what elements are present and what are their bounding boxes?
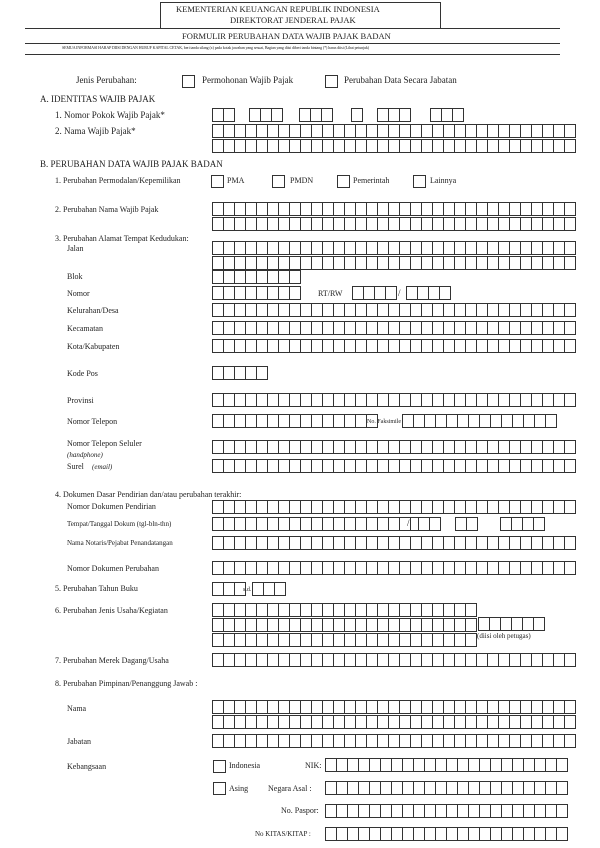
kebangsaan-label: Kebangsaan xyxy=(67,762,107,771)
section-a-title: A. IDENTITAS WAJIB PAJAK xyxy=(40,94,156,104)
notaris-label: Nama Notaris/Pejabat Penandatangan xyxy=(67,539,173,547)
asing-label: Asing xyxy=(229,784,249,793)
item7-label: 7. Perubahan Merek Dagang/Usaha xyxy=(55,656,169,665)
pemerintah-label: Pemerintah xyxy=(353,176,390,185)
kota-label: Kota/Kabupaten xyxy=(67,342,120,351)
tahun-buku-akhir[interactable] xyxy=(252,582,286,596)
handphone-label: (handphone) xyxy=(67,451,103,459)
form-instruction: SEMUA INFORMASI HARAP DIISI DENGAN HURUF KAPITAL CETAK, beri tanda silang (x) pada kotak jawaban yang sesuai, Bagian yang diisi diberi tanda bintang (*) harus diisi (Lihat petunjuk) xyxy=(62,45,370,50)
item3-label: 3. Perubahan Alamat Tempat Kedudukan: xyxy=(55,234,189,243)
nama-baru-field[interactable] xyxy=(212,202,576,216)
tempat-tgl-label: Tempat/Tanggal Dokum (tgl-bln-thn) xyxy=(67,520,172,528)
header-divider-2 xyxy=(25,43,560,44)
rtrw-separator: / xyxy=(398,288,401,298)
provinsi-label: Provinsi xyxy=(67,396,94,405)
pimpinan-nama-field-row2[interactable] xyxy=(212,715,576,729)
form-title: FORMULIR PERUBAHAN DATA WAJIB PAJAK BADAN xyxy=(182,31,391,41)
pma-label: PMA xyxy=(227,176,245,185)
dok-perubahan-field[interactable] xyxy=(212,561,576,575)
tempat-field[interactable] xyxy=(212,517,422,531)
paspor-label: No. Paspor: xyxy=(281,806,319,815)
item5-label: 5. Perubahan Tahun Buku xyxy=(55,584,138,593)
indonesia-label: Indonesia xyxy=(229,761,261,770)
kelurahan-label: Kelurahan/Desa xyxy=(67,306,119,315)
permohonan-checkbox[interactable] xyxy=(182,75,195,88)
dok-perubahan-label: Nomor Dokumen Perubahan xyxy=(67,564,159,573)
negara-asal-label: Negara Asal : xyxy=(268,784,312,793)
tempat-tgl-separator: / xyxy=(407,518,410,528)
kodepos-field[interactable] xyxy=(212,366,268,380)
ministry-name: KEMENTERIAN KEUANGAN REPUBLIK INDONESIA xyxy=(176,4,380,14)
item6-label: 6. Perubahan Jenis Usaha/Kegiatan xyxy=(55,606,168,615)
rw-field[interactable] xyxy=(406,286,451,300)
seluler-field[interactable] xyxy=(212,440,576,454)
nik-field[interactable] xyxy=(325,758,568,772)
pma-checkbox[interactable] xyxy=(211,175,224,188)
jenis-usaha-field[interactable] xyxy=(212,603,477,617)
pimpinan-jabatan-label: Jabatan xyxy=(67,737,91,746)
item8-label: 8. Perubahan Pimpinan/Penanggung Jawab : xyxy=(55,679,198,688)
indonesia-checkbox[interactable] xyxy=(213,760,226,773)
jabatan-label: Perubahan Data Secara Jabatan xyxy=(344,75,457,85)
npwp-field-6[interactable] xyxy=(430,108,464,122)
jabatan-checkbox[interactable] xyxy=(325,75,338,88)
diisi-petugas-label: (diisi oleh petugas) xyxy=(477,632,531,640)
bulan-field[interactable] xyxy=(455,517,478,531)
telepon-field[interactable] xyxy=(212,414,378,428)
blok-field[interactable] xyxy=(212,270,301,284)
kitas-label: No KITAS/KITAP : xyxy=(255,830,311,838)
kitas-field[interactable] xyxy=(325,827,568,841)
pimpinan-nama-label: Nama xyxy=(67,704,87,713)
npwp-field-5[interactable] xyxy=(377,108,411,122)
header-left-border xyxy=(160,2,161,28)
directorate-name: DIREKTORAT JENDERAL PAJAK xyxy=(230,15,356,25)
jalan-label: Jalan xyxy=(67,244,84,253)
rt-field[interactable] xyxy=(352,286,397,300)
email-field[interactable] xyxy=(212,459,576,473)
section-b-title: B. PERUBAHAN DATA WAJIB PAJAK BADAN xyxy=(40,159,223,169)
kecamatan-label: Kecamatan xyxy=(67,324,103,333)
nik-label: NIK: xyxy=(305,761,322,770)
header-divider-1 xyxy=(25,28,560,29)
npwp-field-3[interactable] xyxy=(299,108,333,122)
nama-wp-field-row2[interactable] xyxy=(212,139,576,153)
blok-label: Blok xyxy=(67,272,83,281)
dok-pendirian-label: Nomor Dokumen Pendirian xyxy=(67,502,156,511)
kota-field[interactable] xyxy=(212,339,576,353)
provinsi-field[interactable] xyxy=(212,393,576,407)
tanggal-field[interactable] xyxy=(418,517,441,531)
npwp-field-2[interactable] xyxy=(249,108,283,122)
merek-dagang-field[interactable] xyxy=(212,653,576,667)
item4-label: 4. Dokumen Dasar Pendirian dan/atau perubahan terakhir: xyxy=(55,490,242,499)
npwp-label: 1. Nomor Pokok Wajib Pajak* xyxy=(55,110,165,120)
email-label: (email) xyxy=(92,463,113,471)
kecamatan-field[interactable] xyxy=(212,321,576,335)
telepon-label: Nomor Telepon xyxy=(67,417,118,426)
pimpinan-jabatan-field[interactable] xyxy=(212,734,576,748)
lainnya-checkbox[interactable] xyxy=(413,175,426,188)
pemerintah-checkbox[interactable] xyxy=(337,175,350,188)
negara-asal-field[interactable] xyxy=(325,781,568,795)
item1-label: 1. Perubahan Permodalan/Kepemilikan xyxy=(55,176,181,185)
asing-checkbox[interactable] xyxy=(213,782,226,795)
nama-wp-label: 2. Nama Wajib Pajak* xyxy=(55,126,136,136)
pimpinan-nama-field[interactable] xyxy=(212,700,576,714)
npwp-field-4[interactable] xyxy=(351,108,363,122)
nomor-label: Nomor xyxy=(67,289,90,298)
header-right-border xyxy=(440,2,441,28)
jalan-field[interactable] xyxy=(212,241,576,255)
jalan-field-row2[interactable] xyxy=(212,256,576,270)
kode-klu-field[interactable] xyxy=(478,617,545,631)
header-divider-3 xyxy=(25,54,560,55)
surel-label: Surel xyxy=(67,462,84,471)
tahun-buku-awal[interactable] xyxy=(212,582,246,596)
paspor-field[interactable] xyxy=(325,804,568,818)
jenis-usaha-field-row2[interactable] xyxy=(212,618,477,632)
kodepos-label: Kode Pos xyxy=(67,369,98,378)
faksimile-field[interactable] xyxy=(402,414,557,428)
pmdn-checkbox[interactable] xyxy=(272,175,285,188)
nama-baru-field-row2[interactable] xyxy=(212,217,576,231)
nama-wp-field[interactable] xyxy=(212,124,576,138)
jenis-perubahan-label: Jenis Perubahan: xyxy=(76,75,137,85)
nomor-field[interactable] xyxy=(212,286,301,300)
kelurahan-field[interactable] xyxy=(212,303,576,317)
permohonan-label: Permohonan Wajib Pajak xyxy=(202,75,294,85)
header-top-border xyxy=(160,2,440,3)
pmdn-label: PMDN xyxy=(290,176,314,185)
npwp-field-1[interactable] xyxy=(212,108,235,122)
jenis-usaha-field-row3[interactable] xyxy=(212,633,477,647)
tahun-field[interactable] xyxy=(500,517,545,531)
dok-pendirian-field[interactable] xyxy=(212,500,576,514)
faksimile-label: No. Faksimile xyxy=(367,419,401,425)
rtrw-label: RT/RW xyxy=(318,289,343,298)
item2-label: 2. Perubahan Nama Wajib Pajak xyxy=(55,205,159,214)
notaris-field[interactable] xyxy=(212,536,576,550)
sd-label: s.d. xyxy=(243,587,252,593)
lainnya-label: Lainnya xyxy=(430,176,457,185)
seluler-label: Nomor Telepon Seluler xyxy=(67,439,142,448)
